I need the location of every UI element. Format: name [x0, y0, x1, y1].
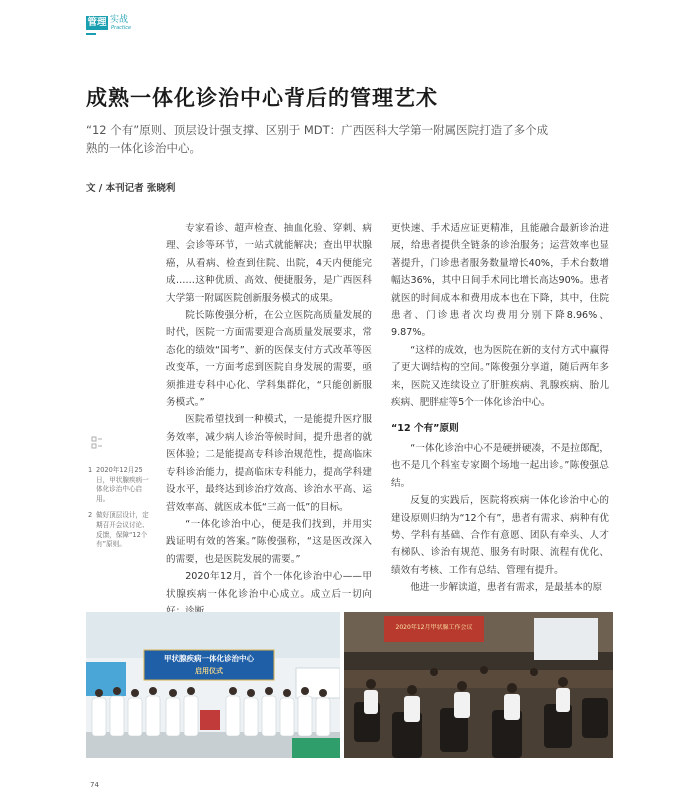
section-label: 实战 [110, 15, 129, 25]
paragraph: 专家看诊、超声检查、抽血化验、穿刺、病理、会诊等环节，一站式就能解决；查出甲状腺癌，从看病、检查到住院、出院，4天内便能完成……这种优质、高效、便捷服务，是广西医科大学第一附属医院创新服务模式的成果。 [166, 223, 372, 304]
banner-text: 甲状腺疾病一体化诊治中心 [164, 654, 254, 663]
caption-number: 1 [88, 466, 93, 474]
caption-item [88, 466, 152, 504]
article-title: 成熟一体化诊治中心背后的管理艺术 [86, 86, 438, 110]
paragraph: “这样的成效，也为医院在新的支付方式中赢得了更大调结构的空间。”陈俊强分享道，随后两年多来，医院又连续设立了肝脏疾病、乳腺疾病、胎儿疾病、肥胖症等5个一体化诊治中心。 [391, 344, 609, 409]
section-label-en: Practice [111, 25, 132, 31]
meeting-banner-text: 2020年12月甲状腺工作会议 [395, 624, 473, 631]
caption-text: 2020年12月25日，甲状腺疾病一体化诊治中心启用。 [96, 466, 149, 503]
body-column-right [391, 220, 609, 597]
banner-subtext: 启用仪式 [195, 667, 223, 675]
ceremony-photo [86, 612, 340, 758]
paragraph: 院长陈俊强分析，在公立医院高质量发展的时代，医院一方面需要迎合高质量发展要求，常态化的绩效“国考”、新的医保支付方式改革等医改变革，一方面考虑到医院自身发展的需要，亟须推进专科中心化、学科集群化，“只能创新服务模式。” [166, 310, 372, 409]
meeting-photo [344, 612, 613, 758]
paragraph: 2020年12月，首个一体化诊治中心——甲状腺疾病一体化诊治中心成立。成立后一切向 [166, 571, 372, 600]
byline: 文 / 本刊记者 张晓利 [86, 183, 176, 194]
paragraph: 更快速、手术适应证更精准，且能融合最新诊治进展，给患者提供全链条的诊治服务；运营效率也显著提升，门诊患者服务数量增长40%，手术台数增幅达36%，其中日间手术同比增长高达90%。患者就医的时间成本和费用成本也在下降，其中，住院患者、门诊患者次均费用分别下降8.96%、9.87%。 [391, 223, 609, 339]
caption-text: 做好顶层设计，定期召开会议讨论、反馈，保障“12个有”原则。 [96, 511, 149, 549]
paragraph: 反复的实践后，医院将疾病一体化诊治中心的建设原则归纳为“12个有”，患者有需求、病种有优势、学科有基础、合作有意愿、团队有牵头、人才有梯队、诊治有规范、服务有时限、流程有优化、绩效有考核、工作有总结、管理有提升。 [391, 495, 609, 576]
paragraph: 他进一步解读道，患者有需求，是最基本的原 [410, 582, 603, 594]
photo-captions [88, 466, 152, 557]
page-number: 74 [90, 781, 99, 789]
header-rule [86, 33, 96, 35]
article-subtitle: “12 个有”原则、顶层设计强支撑、区别于 MDT：广西医科大学第一附属医院打造了多个成熟的一体化诊治中心。 [86, 123, 549, 155]
section-heading: “12 个有”原则 [391, 423, 459, 435]
paragraph: “一体化诊治中心不是硬拼硬凑，不是拉郎配，也不是几个科室专家圈个场地一起出诊。”陈俊强总结。 [391, 442, 609, 489]
caption-item [88, 511, 152, 549]
paragraph: “一体化诊治中心，便是我们找到，并用实践证明有效的答案。”陈俊强称，“这是医改深入的需要，也是医院发展的需要。” [166, 518, 372, 565]
caption-number: 2 [88, 511, 93, 520]
caption-icon [91, 435, 103, 449]
paragraph: 医院希望找到一种模式，一是能提升医疗服务效率，减少病人诊治等候时间，提升患者的就医体验；二是能提高专科诊治规范性，提高临床专科诊治能力，提高临床专科能力，提高学科建设水平，最终达到诊治疗效高、诊治水平高、运营效率高、就医成本低“三高一低”的目标。 [166, 414, 372, 513]
body-column-middle [166, 220, 372, 620]
section-badge: 管理 [87, 17, 107, 28]
